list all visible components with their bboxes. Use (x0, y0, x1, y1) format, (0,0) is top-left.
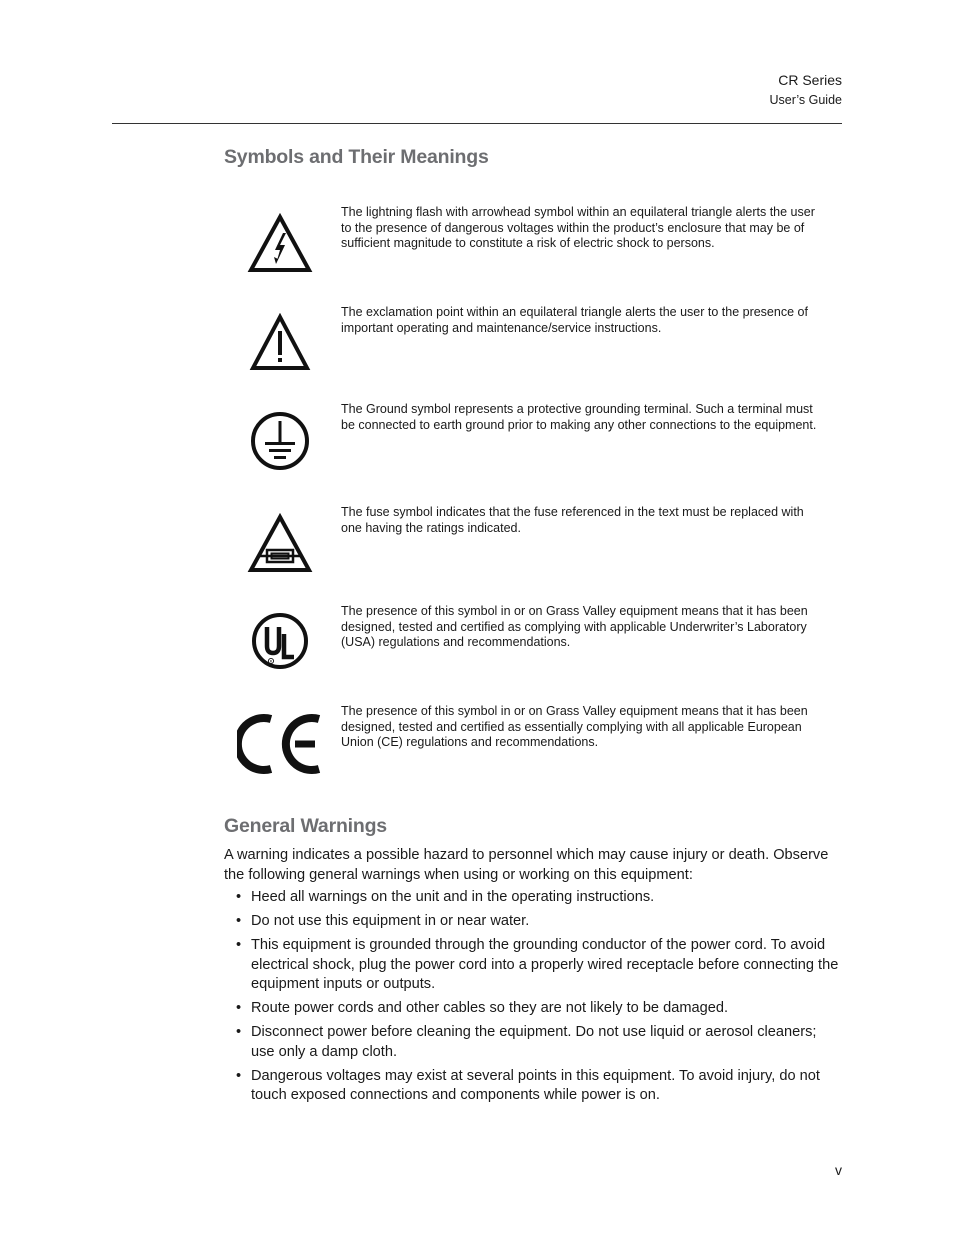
symbol-description: The lightning flash with arrowhead symbol within an equilateral triangle alerts the user to the presence of dangerous voltages within the product’s enclosure that may be of sufficient magnitude to constitute a risk of electric shock to persons. (341, 205, 815, 250)
list-item (224, 888, 844, 908)
warning-text: This equipment is grounded through the grounding conductor of the power cord. To avoid electrical shock, plug the power cord into a properly wired receptacle before connecting the equipment inputs or outputs. (251, 937, 839, 992)
exclamation-triangle-icon (224, 313, 336, 371)
warnings-intro: A warning indicates a possible hazard to personnel which may cause injury or death. Observe the following general warnings when using or working on this equipment: (224, 847, 829, 883)
list-item (224, 912, 844, 932)
list-item (224, 1067, 844, 1106)
running-header (770, 71, 843, 108)
svg-text:R: R (269, 658, 273, 664)
bullet-marker: • (236, 1067, 242, 1084)
warnings-section-title: General Warnings (224, 815, 387, 837)
ground-icon (224, 410, 336, 472)
bullet-marker: • (236, 937, 242, 953)
warning-text: Do not use this equipment in or near water. (251, 913, 530, 929)
symbol-description: The fuse symbol indicates that the fuse referenced in the text must be replaced with one having the ratings indicated. (341, 505, 804, 535)
document-subtitle: User’s Guide (769, 93, 842, 107)
symbol-description: The exclamation point within an equilateral triangle alerts the user to the presence of important operating and maintenance/service instructions. (341, 305, 808, 335)
fuse-triangle-icon (224, 513, 336, 573)
document-title: CR Series (778, 72, 842, 88)
warning-text: Heed all warnings on the unit and in the operating instructions. (251, 889, 655, 905)
bullet-marker: • (236, 913, 242, 929)
warnings-list (224, 888, 844, 1110)
bullet-marker: • (236, 1024, 242, 1040)
list-item (224, 936, 844, 995)
header-divider (112, 123, 842, 124)
symbol-description: The presence of this symbol in or on Grass Valley equipment means that it has been designed, tested and certified as essentially complying with all applicable European Union (CE) regulations and recommendations. (341, 704, 808, 749)
list-item (224, 999, 844, 1019)
lightning-triangle-icon (224, 213, 336, 273)
warning-text: Route power cords and other cables so they are not likely to be damaged. (251, 1000, 729, 1016)
page-number: v (835, 1162, 842, 1178)
warning-text: Dangerous voltages may exist at several points in this equipment. To avoid injury, do not touch exposed connections and components while power is on. (251, 1067, 820, 1103)
symbol-description: The presence of this symbol in or on Grass Valley equipment means that it has been designed, tested and certified as complying with applicable Underwriter’s Laboratory (USA) regulations and recommendations. (341, 604, 808, 649)
list-item (224, 1023, 844, 1062)
symbol-description: The Ground symbol represents a protective grounding terminal. Such a terminal must be connected to earth ground prior to making any other connections to the equipment. (341, 402, 817, 432)
bullet-marker: • (236, 1000, 242, 1016)
ce-mark-icon (224, 712, 336, 776)
symbols-section-title: Symbols and Their Meanings (224, 146, 489, 168)
bullet-marker: • (236, 889, 242, 905)
ul-mark-icon (224, 612, 336, 670)
warning-text: Disconnect power before cleaning the equipment. Do not use liquid or aerosol cleaners; use only a damp cloth. (251, 1024, 817, 1060)
